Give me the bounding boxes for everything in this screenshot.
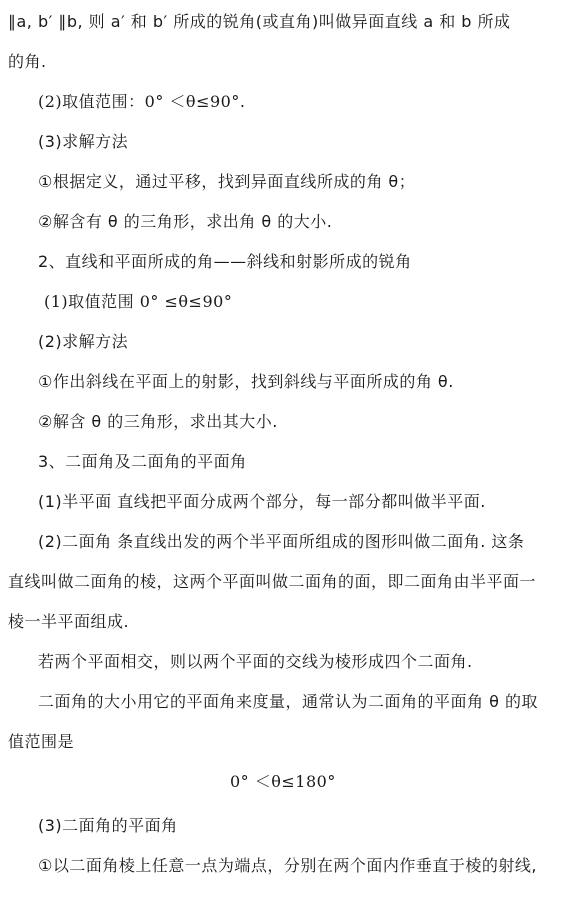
- text-line: 棱一半平面组成.: [8, 612, 130, 631]
- text-line: 的角.: [8, 52, 47, 71]
- text-line: 值范围是: [8, 732, 75, 751]
- text-line: 直线叫做二面角的棱，这两个平面叫做二面角的面，即二面角由半平面一: [8, 572, 537, 591]
- text-line: (3)二面角的平面角: [38, 816, 178, 835]
- text-line: (3)求解方法: [38, 132, 129, 151]
- text-line: 二面角的大小用它的平面角来度量，通常认为二面角的平面角 θ 的取: [38, 692, 538, 711]
- centered-formula: 0° ＜θ≤180°: [230, 772, 336, 791]
- text-line: ①作出斜线在平面上的射影，找到斜线与平面所成的角 θ.: [38, 372, 454, 391]
- text-line: (1)半平面 直线把平面分成两个部分，每一部分都叫做半平面.: [38, 492, 486, 511]
- text-line: (2)二面角 条直线出发的两个半平面所组成的图形叫做二面角. 这条: [38, 532, 525, 551]
- text-line: (1)取值范围 0° ≤θ≤90°: [44, 292, 233, 311]
- text-line: ∥a, b′ ∥b, 则 a′ 和 b′ 所成的锐角(或直角)叫做异面直线 a 和 b 所成: [8, 12, 511, 31]
- text-line: ①根据定义，通过平移，找到异面直线所成的角 θ；: [38, 172, 416, 191]
- text-line: ②解含有 θ 的三角形，求出角 θ 的大小.: [38, 212, 333, 231]
- text-line: (2)取值范围：0° ＜θ≤90°.: [38, 92, 246, 111]
- section-heading: 2、直线和平面所成的角——斜线和射影所成的锐角: [38, 252, 412, 271]
- text-line: (2)求解方法: [38, 332, 129, 351]
- text-line: 若两个平面相交，则以两个平面的交线为棱形成四个二面角.: [38, 652, 473, 671]
- section-heading: 3、二面角及二面角的平面角: [38, 452, 247, 471]
- text-line: ②解含 θ 的三角形，求出其大小.: [38, 412, 278, 431]
- text-line: ①以二面角棱上任意一点为端点，分别在两个面内作垂直于棱的射线,: [38, 856, 537, 875]
